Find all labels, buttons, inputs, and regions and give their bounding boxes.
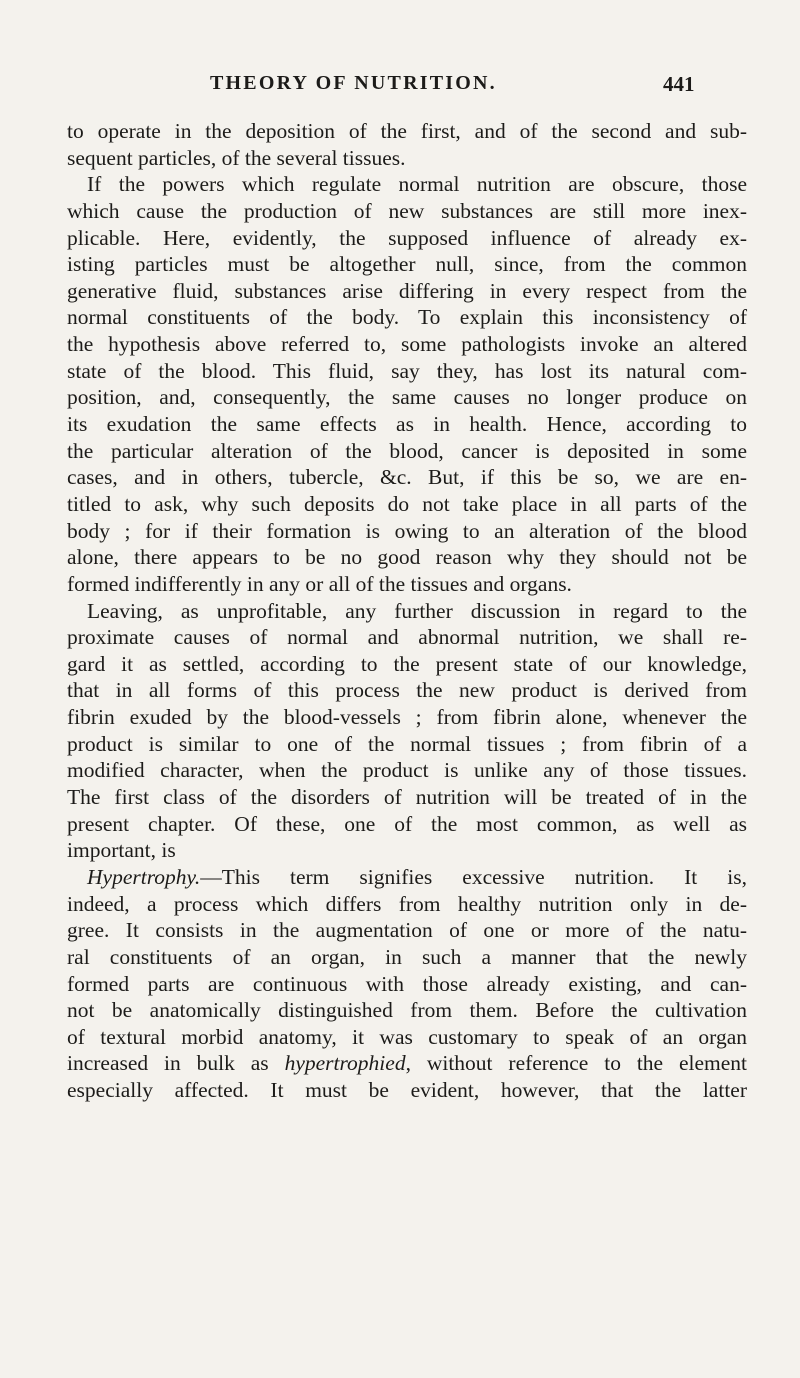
text-line: normal constituents of the body. To explain this inconsistency of — [67, 305, 747, 330]
running-head — [0, 72, 800, 108]
text-line: present chapter. Of these, one of the most common, as well as — [67, 811, 747, 836]
text-line: important, is — [67, 838, 176, 863]
text-line: that in all forms of this process the new product is derived from — [67, 678, 747, 703]
text-line: especially affected. It must be evident, however, that the latter — [67, 1078, 747, 1103]
page-number: 441 — [663, 72, 695, 96]
running-title: THEORY OF NUTRITION. — [210, 72, 497, 94]
text-line: modified character, when the product is unlike any of those tissues. — [67, 758, 747, 783]
text-line: state of the blood. This fluid, say they, has lost its natural com- — [67, 358, 747, 383]
text-line: cases, and in others, tubercle, &c. But, if this be so, we are en- — [67, 465, 747, 490]
text-line: titled to ask, why such deposits do not take place in all parts of the — [67, 491, 747, 516]
text-line-hypertrophied — [67, 1050, 747, 1077]
hypertrophy-heading: Hypertrophy. — [87, 864, 201, 889]
text-line: Leaving, as unprofitable, any further discussion in regard to the — [87, 598, 747, 623]
text-line: plicable. Here, evidently, the supposed influence of already ex- — [67, 225, 747, 250]
text-line: formed indifferently in any or all of the tissues and organs. — [67, 571, 572, 596]
text-line: its exudation the same effects as in health. Hence, according to — [67, 412, 747, 437]
text-line: generative fluid, substances arise differing in every respect from the — [67, 278, 747, 303]
text-line: isting particles must be altogether null, since, from the common — [67, 252, 747, 277]
text-line-hypertrophy-heading — [67, 864, 747, 891]
text-line: sequent particles, of the several tissues. — [67, 145, 406, 170]
text-line: formed parts are continuous with those already existing, and can- — [67, 971, 747, 996]
text-line: gree. It consists in the augmentation of one or more of the natu- — [67, 918, 747, 943]
text-line: the particular alteration of the blood, cancer is deposited in some — [67, 438, 747, 463]
line-end: , without reference to the element — [405, 1051, 748, 1076]
text-line: If the powers which regulate normal nutrition are obscure, those — [87, 172, 747, 197]
text-line: product is similar to one of the normal tissues ; from fibrin of a — [67, 731, 747, 756]
text-line: alone, there appears to be no good reason why they should not be — [67, 545, 747, 570]
text-line: indeed, a process which differs from healthy nutrition only in de- — [67, 891, 747, 916]
body-text — [67, 118, 747, 1104]
text-line: gard it as settled, according to the present state of our knowledge, — [67, 651, 747, 676]
text-line: which cause the production of new substances are still more inex- — [67, 198, 747, 223]
text-line: body ; for if their formation is owing to an alteration of the blood — [67, 518, 747, 543]
text-line: ral constituents of an organ, in such a manner that the newly — [67, 944, 747, 969]
text-line: proximate causes of normal and abnormal nutrition, we shall re- — [67, 625, 747, 650]
text-line: to operate in the deposition of the first, and of the second and sub- — [67, 119, 747, 143]
text-line: The first class of the disorders of nutrition will be treated of in the — [67, 785, 747, 810]
text-line: fibrin exuded by the blood-vessels ; from fibrin alone, whenever the — [67, 705, 747, 730]
heading-continuation: —This term signifies excessive nutrition. It is, — [200, 864, 747, 889]
hypertrophied-term: hypertrophied — [284, 1051, 406, 1076]
text-line: the hypothesis above referred to, some pathologists invoke an altered — [67, 332, 747, 357]
text-line: of textural morbid anatomy, it was customary to speak of an organ — [67, 1024, 747, 1049]
text-line: not be anatomically distinguished from them. Before the cultivation — [67, 998, 747, 1023]
line-start: increased in bulk as — [67, 1051, 269, 1076]
text-line: position, and, consequently, the same causes no longer produce on — [67, 385, 747, 410]
